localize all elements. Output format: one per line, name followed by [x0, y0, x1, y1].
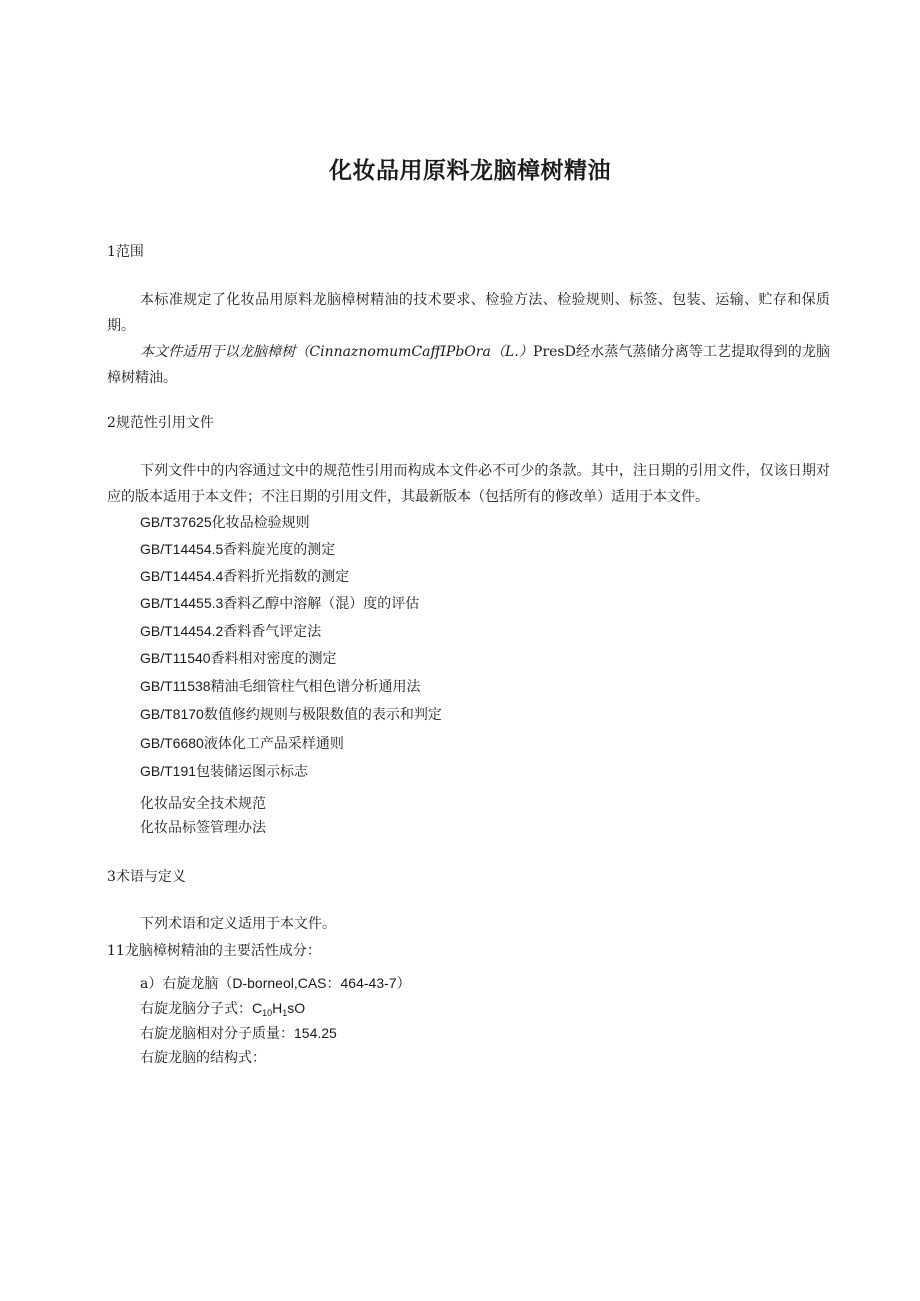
reference-item: [140, 512, 310, 533]
formula-h-count: 1: [282, 1008, 288, 1018]
section-1-paragraph-1: 本标准规定了化妆品用原料龙脑樟树精油的技术要求、检验方法、检验规则、标签、包装、运输、贮存和保质期。: [107, 292, 830, 334]
reference-item: [140, 566, 349, 587]
molecular-formula-line: [140, 998, 305, 1023]
formula-c-count: 10: [262, 1008, 273, 1018]
reference-item: [140, 593, 419, 614]
component-latin-name: D-borneol,CAS：464-43-7: [232, 975, 397, 991]
document-title: 化妆品用原料龙脑樟树精油: [329, 158, 611, 184]
subsection-heading: 11龙脑樟树精油的主要活性成分：: [107, 943, 321, 959]
reference-code: GB/T11538: [140, 678, 211, 694]
reference-code: GB/T14454.5: [140, 541, 224, 557]
mass-value: 154.25: [294, 1025, 337, 1041]
reference-code: GB/T14454.2: [140, 623, 224, 639]
component-prefix: a）右旋龙脑（: [140, 976, 233, 992]
other-reference: 化妆品标签管理办法: [140, 820, 266, 836]
mass-label: 右旋龙脑相对分子质量：: [140, 1026, 294, 1042]
reference-name: 香料旋光度的测定: [223, 542, 336, 558]
formula-h: H: [272, 1000, 283, 1016]
reference-name: 数值修约规则与极限数值的表示和判定: [203, 707, 442, 723]
reference-code: GB/T6680: [140, 735, 204, 751]
reference-name: 化妆品检验规则: [211, 515, 310, 531]
reference-name: 精油毛细管柱气相色谱分析通用法: [210, 679, 421, 695]
scope-rest-text: PresD经水蒸气蒸储分离等工艺提取得到的龙脑樟树精油。: [107, 344, 830, 386]
reference-name: 香料相对密度的测定: [210, 651, 337, 667]
reference-name: 包装储运图示标志: [196, 764, 309, 780]
formula-rest: sO: [287, 1000, 306, 1016]
reference-code: GB/T14454.4: [140, 568, 224, 584]
reference-name: 液体化工产品采样通则: [203, 736, 344, 752]
other-reference: 化妆品安全技术规范: [140, 796, 266, 812]
reference-item: [140, 648, 337, 669]
molecular-formula: [252, 1000, 305, 1016]
section-3-heading: 3术语与定义: [107, 869, 186, 885]
section-2-heading: 2规范性引用文件: [107, 415, 214, 431]
structure-label: 右旋龙脑的结构式：: [140, 1050, 266, 1066]
section-1-paragraph-2: [107, 339, 830, 391]
reference-item: [140, 539, 335, 560]
section-3-paragraph: 下列术语和定义适用于本文件。: [140, 916, 336, 932]
reference-name: 香料香气评定法: [223, 624, 322, 640]
formula-c: C: [252, 1000, 263, 1016]
reference-item: [140, 704, 442, 725]
reference-name: 香料折光指数的测定: [223, 569, 350, 585]
scope-italic-text: 本文件适用于以龙脑樟树（CinnaznomumCaffIPbOra（L.）: [140, 344, 534, 360]
reference-code: GB/T8170: [140, 706, 204, 722]
reference-item: [140, 621, 321, 642]
section-2-paragraph: 下列文件中的内容通过文中的规范性引用而构成本文件必不可少的条款。其中，注日期的引用文件，仅该日期对应的版本适用于本文件；不注日期的引用文件，其最新版本（包括所有的修改单）适用于本文件。: [107, 463, 830, 505]
formula-label: 右旋龙脑分子式：: [140, 1001, 252, 1017]
component-item-a: [140, 973, 411, 994]
reference-code: GB/T11540: [140, 650, 211, 666]
component-suffix: ）: [396, 976, 411, 992]
section-1-heading: 1范围: [107, 244, 144, 260]
molecular-mass-line: [140, 1023, 337, 1044]
reference-code: GB/T14455.3: [140, 595, 224, 611]
reference-name: 香料乙醇中溶解（混）度的评估: [223, 596, 420, 612]
reference-code: GB/T37625: [140, 514, 212, 530]
reference-item: [140, 733, 344, 754]
reference-item: [140, 761, 308, 782]
reference-code: GB/T191: [140, 763, 197, 779]
reference-item: [140, 676, 421, 697]
